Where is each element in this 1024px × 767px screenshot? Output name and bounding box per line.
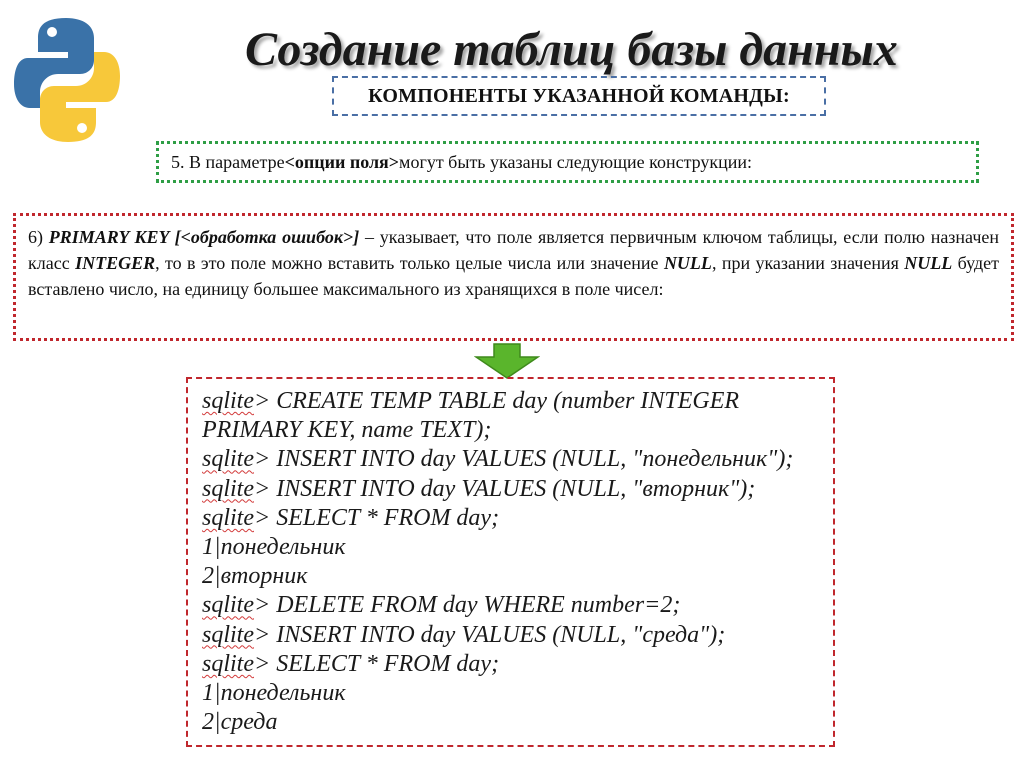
code-line: sqlite> INSERT INTO day VALUES (NULL, "вторник"); [202, 475, 756, 502]
point-6-text-3: , при указании значения [711, 253, 905, 273]
point-6-box [13, 213, 1014, 341]
point-5-prefix: 5. В параметре [171, 151, 285, 172]
code-line: sqlite> INSERT INTO day VALUES (NULL, "среда"); [202, 621, 726, 648]
point-6-number: 6) [28, 227, 49, 247]
code-line: 1|понедельник [202, 534, 346, 561]
page-title: Создание таблиц базы данных [245, 23, 898, 76]
code-line: sqlite> SELECT * FROM day; [202, 504, 500, 531]
point-6-null-1: NULL [663, 253, 712, 273]
point-6-keyword: PRIMARY KEY [<обработка ошибок>] [48, 227, 360, 247]
point-6-text-4: будет вставлено число, на единицу большее максимального из хранящихся в поле чисел: [28, 253, 999, 299]
code-line: sqlite> SELECT * FROM day; [202, 650, 500, 677]
code-example-box [186, 377, 835, 747]
code-line: sqlite> INSERT INTO day VALUES (NULL, "понедельник"); [202, 446, 794, 473]
code-line: 1|понедельник [202, 680, 346, 707]
code-line: 2|среда [202, 709, 278, 736]
point-6-text-2: , то в это поле можно вставить только целые числа или значение [155, 253, 664, 273]
point-6-null-2: NULL [904, 253, 953, 273]
code-line: PRIMARY KEY, name TEXT); [202, 417, 492, 444]
code-line: sqlite> DELETE FROM day WHERE number=2; [202, 592, 681, 619]
point-5-param: <опции поля> [284, 151, 400, 172]
point-6-integer: INTEGER [75, 253, 156, 273]
code-line: 2|вторник [202, 563, 308, 590]
point-6-text-1: – указывает, что поле является первичным ключом таблицы, если полю назначен класс [28, 227, 999, 273]
section-subtitle: КОМПОНЕНТЫ УКАЗАННОЙ КОМАНДЫ: [332, 76, 826, 116]
code-line: sqlite> CREATE TEMP TABLE day (number INTEGER [202, 388, 740, 414]
point-5-suffix: могут быть указаны следующие конструкции: [399, 151, 753, 172]
point-5-box [156, 141, 979, 183]
down-arrow-icon [474, 343, 540, 379]
python-logo-icon [12, 14, 122, 146]
